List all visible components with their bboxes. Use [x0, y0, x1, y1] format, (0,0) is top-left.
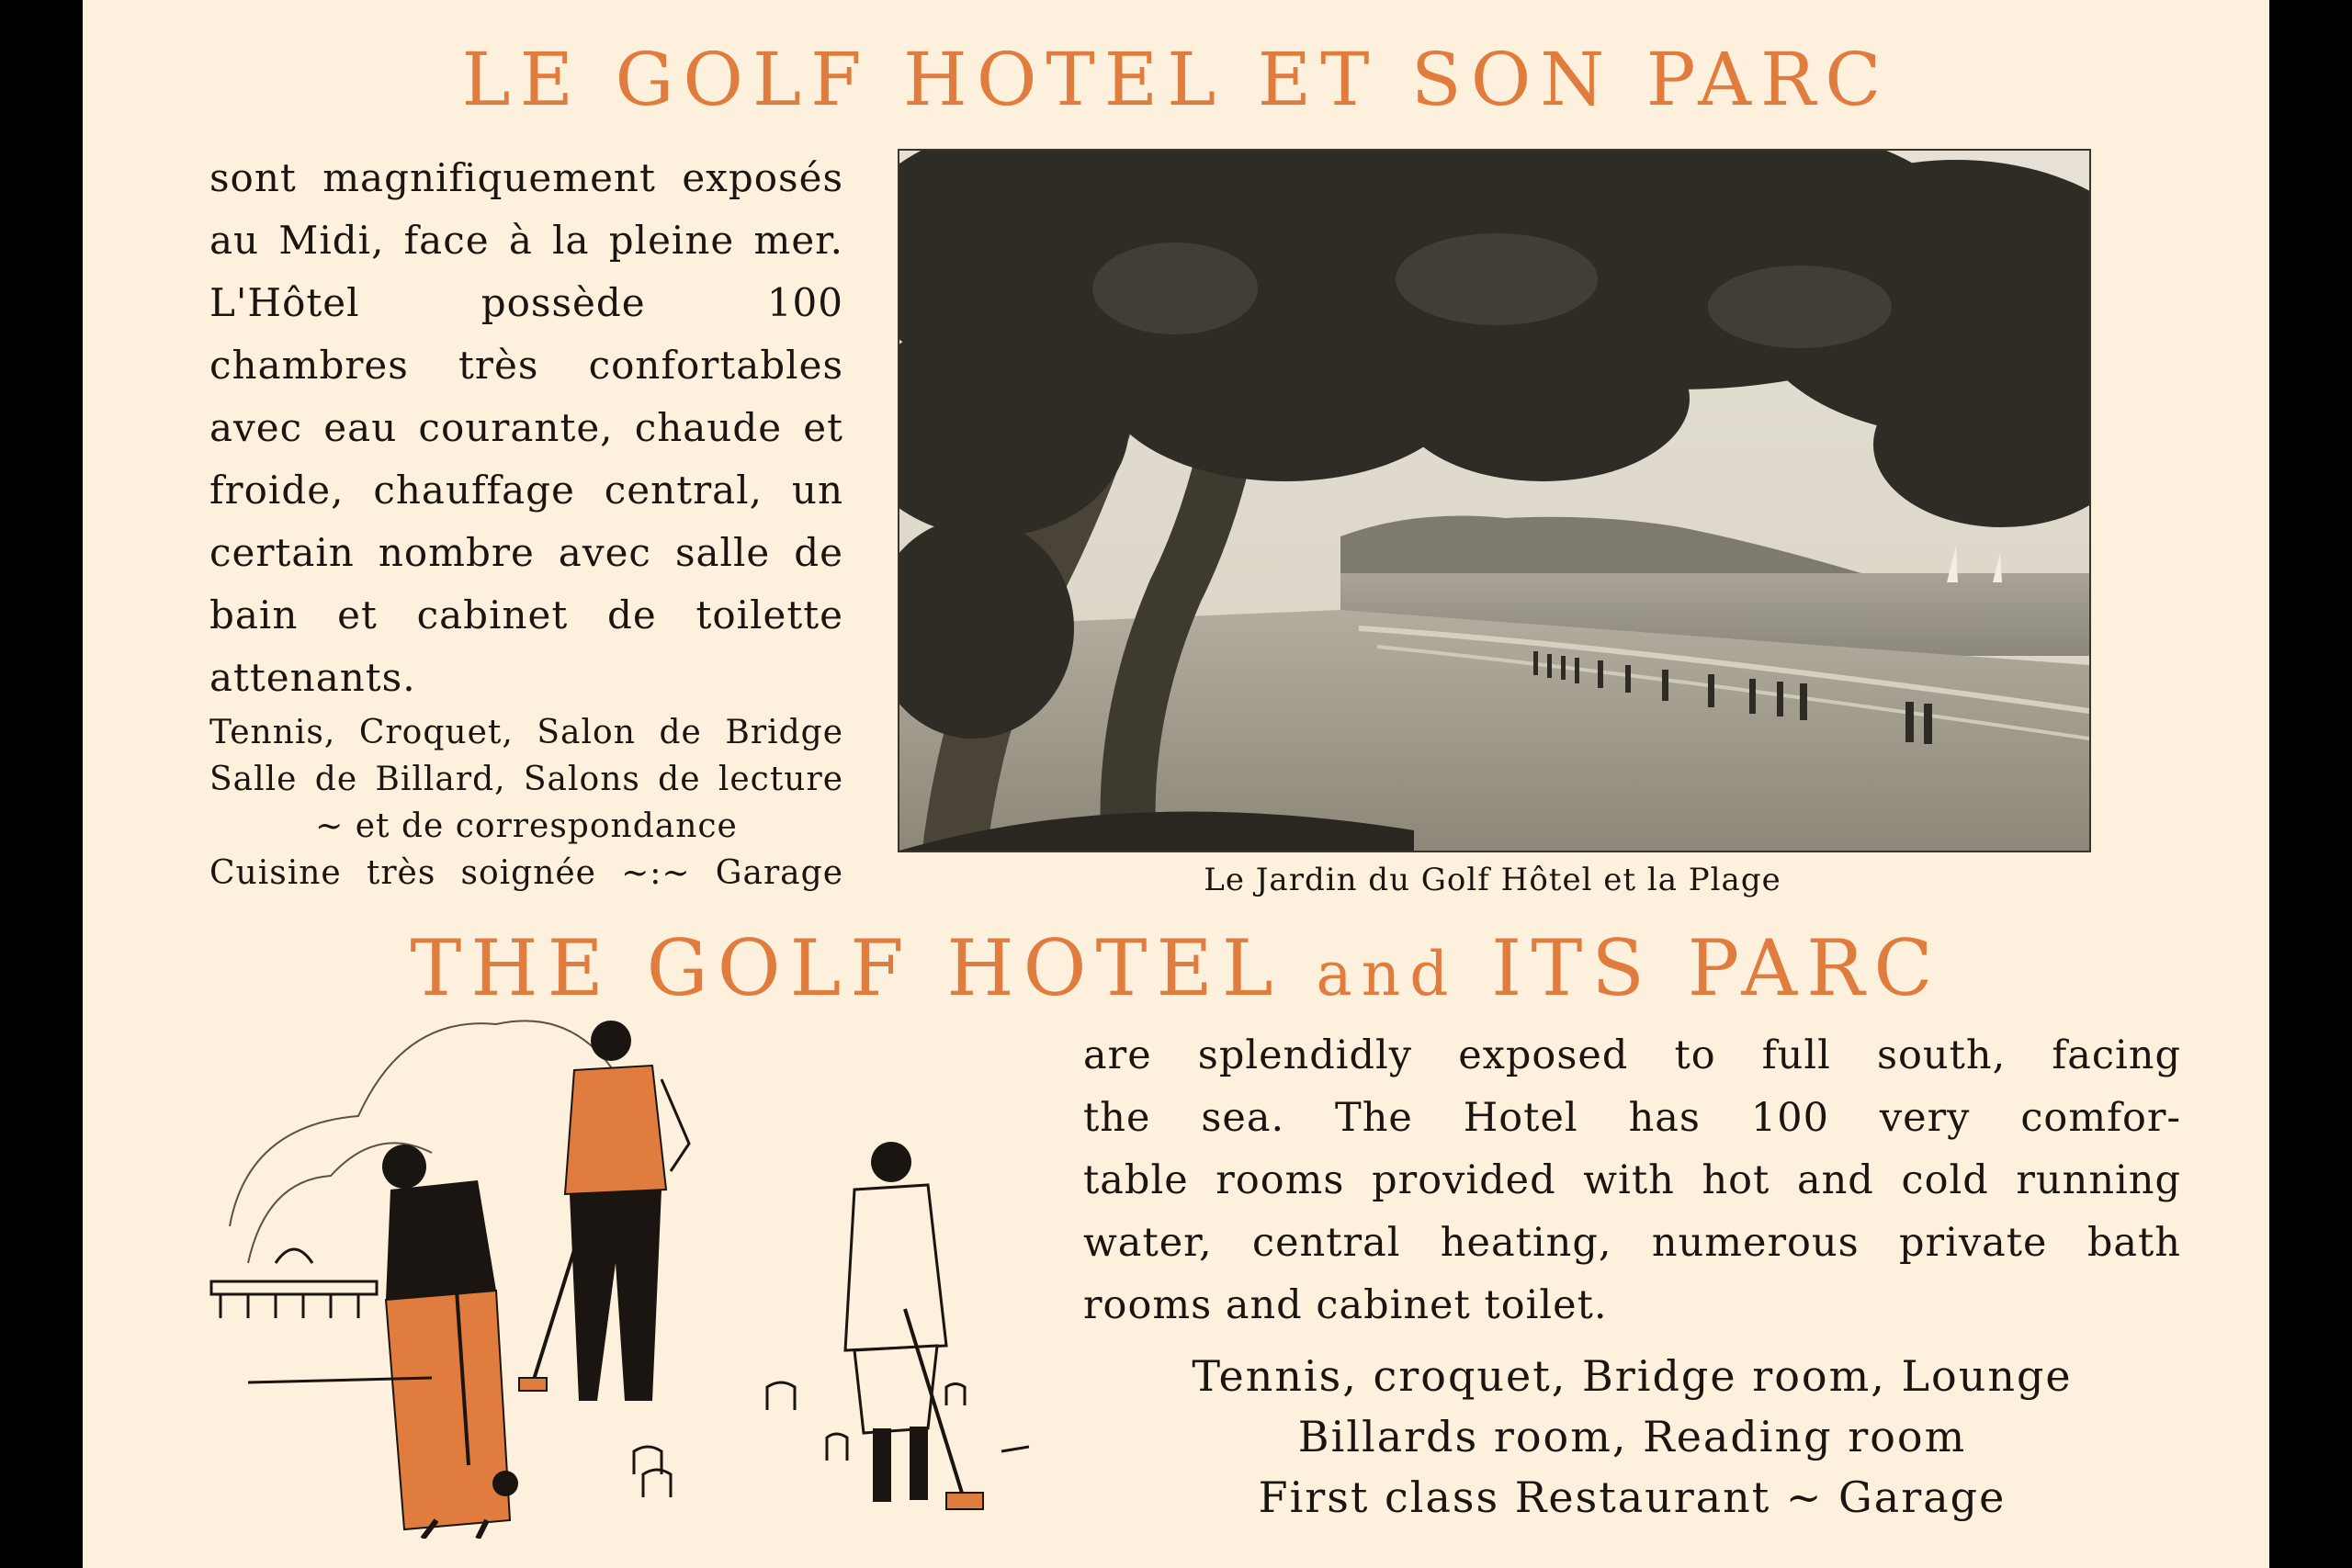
english-line: table rooms provided with hot and cold running: [1083, 1157, 2181, 1203]
photo-caption: Le Jardin du Golf Hôtel et la Plage: [1204, 862, 1781, 898]
french-line: chambres très confortables: [209, 343, 843, 388]
garden-beach-photo: [898, 149, 2091, 852]
french-line: attenants.: [209, 655, 416, 700]
french-line: L'Hôtel possède 100: [209, 280, 843, 325]
french-description: [209, 147, 843, 709]
french-amenity-line: Salle de Billard, Salons de lecture: [209, 761, 843, 798]
french-amenity-line: Tennis, Croquet, Salon de Bridge: [209, 714, 843, 751]
brochure-page: [83, 0, 2269, 1568]
french-line: au Midi, face à la pleine mer.: [209, 218, 843, 263]
french-line: bain et cabinet de toilette: [209, 592, 843, 637]
english-amenity-line: First class Restaurant ~ Garage: [1258, 1472, 2007, 1522]
english-amenities: [1083, 1346, 2181, 1528]
english-line: are splendidly exposed to full south, facing: [1083, 1032, 2181, 1078]
english-amenity-line: Tennis, croquet, Bridge room, Lounge: [1192, 1351, 2073, 1401]
french-amenity-line: Cuisine très soignée ~:~ Garage: [209, 854, 843, 892]
french-title: LE GOLF HOTEL ET SON PARC: [461, 37, 1891, 122]
english-title-part: ITS PARC: [1491, 923, 1942, 1013]
french-amenities: [209, 709, 843, 897]
english-amenity-line: Billards room, Reading room: [1297, 1412, 1967, 1461]
french-line: avec eau courante, chaude et: [209, 405, 843, 450]
english-title-part: THE GOLF HOTEL: [410, 923, 1283, 1013]
french-line: certain nombre avec salle de: [209, 530, 843, 575]
garden-beach-photo-drawing: [899, 151, 2089, 851]
english-line: water, central heating, numerous private bath: [1083, 1220, 2181, 1266]
english-line: the sea. The Hotel has 100 very comfor-: [1083, 1095, 2181, 1141]
french-line: sont magnifiquement exposés: [209, 155, 843, 200]
croquet-illustration: [193, 987, 1066, 1539]
french-line: froide, chauffage central, un: [209, 468, 843, 513]
english-description: [1083, 1024, 2181, 1337]
english-line: rooms and cabinet toilet.: [1083, 1282, 1608, 1328]
french-amenity-line: ~ et de correspondance: [315, 807, 738, 845]
croquet-illustration-drawing: [193, 987, 1066, 1539]
english-title-part: and: [1316, 939, 1458, 1010]
